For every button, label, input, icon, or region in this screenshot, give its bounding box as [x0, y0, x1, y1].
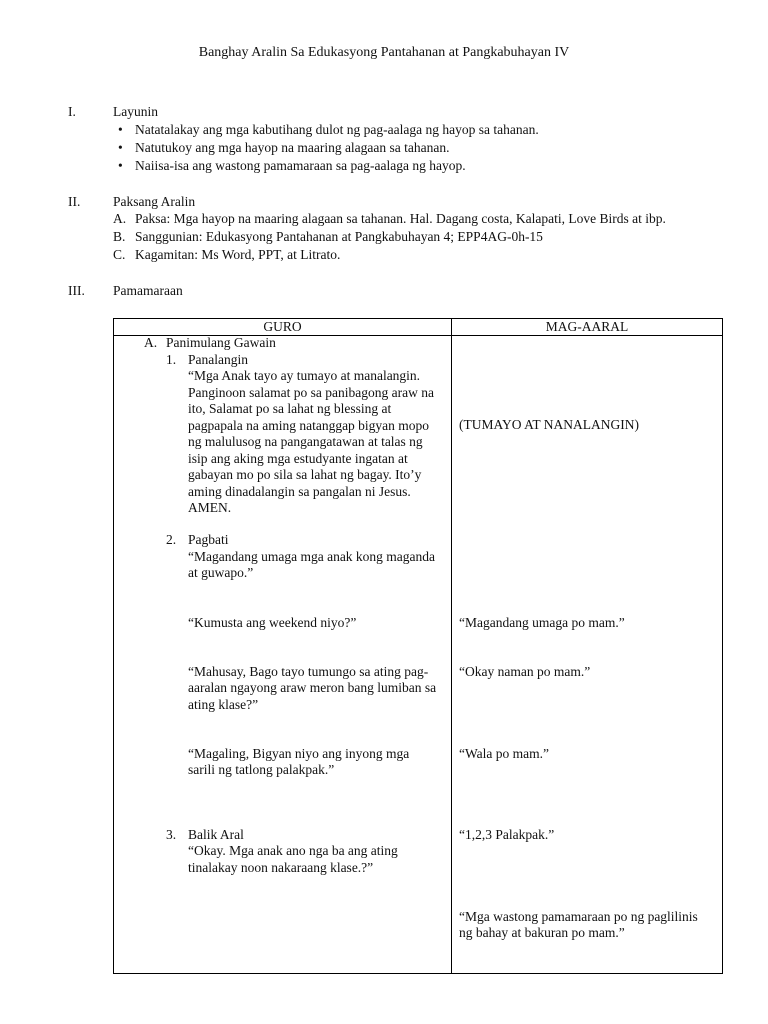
section-2-heading: Paksang Aralin: [113, 194, 196, 209]
prayer-line-6: isip ang aking mga estudyante ingatan at: [188, 451, 408, 466]
part-a-title: Panimulang Gawain: [166, 335, 276, 350]
section-3-heading: Pamamaraan: [113, 283, 183, 298]
table-column-divider: [451, 319, 452, 973]
item-a-text: Paksa: Mga hayop na maaring alagaan sa tahanan. Hal. Dagang costa, Kalapati, Love Birds at ibp.: [135, 211, 666, 226]
item-c-text: Kagamitan: Ms Word, PPT, at Litrato.: [135, 247, 341, 262]
header-mag-aaral: MAG-AARAL: [545, 319, 629, 334]
item-b-label: B.: [113, 229, 126, 244]
mag-wastong-line-2: ng bahay at bakuran po mam.”: [459, 925, 625, 940]
mag-palakpak: “1,2,3 Palakpak.”: [459, 827, 555, 842]
section-2-number: II.: [68, 194, 81, 209]
step-2-title: Pagbati: [188, 532, 229, 547]
mag-tumayo: (TUMAYO AT NANALANGIN): [459, 417, 639, 432]
mag-okay: “Okay naman po mam.”: [459, 664, 591, 679]
procedure-table: [113, 318, 723, 974]
step-2-number: 2.: [166, 532, 177, 547]
objective-1: Natatalakay ang mga kabutihang dulot ng pag-aalaga ng hayop sa tahanan.: [135, 122, 539, 137]
mag-wastong-line-1: “Mga wastong pamamaraan po ng paglilinis: [459, 909, 698, 924]
section-3-number: III.: [68, 283, 85, 298]
guro-mahusay-line-3: ating klase?”: [188, 697, 259, 712]
step-1-number: 1.: [166, 352, 177, 367]
review-line-1: “Okay. Mga anak ano nga ba ang ating: [188, 843, 398, 858]
guro-mahusay-line-1: “Mahusay, Bago tayo tumungo sa ating pag-: [188, 664, 429, 679]
step-3-number: 3.: [166, 827, 177, 842]
prayer-line-2: Panginoon salamat po sa panibagong araw na: [188, 385, 434, 400]
section-1-number: I.: [68, 104, 76, 119]
item-c-label: C.: [113, 247, 126, 262]
prayer-line-1: “Mga Anak tayo ay tumayo at manalangin.: [188, 368, 421, 383]
objective-3: Naiisa-isa ang wastong pamamaraan sa pag-aalaga ng hayop.: [135, 158, 466, 173]
bullet-icon: •: [118, 140, 123, 155]
prayer-line-9: AMEN.: [188, 500, 232, 515]
document-title: Banghay Aralin Sa Edukasyong Pantahanan at Pangkabuhayan IV: [198, 45, 570, 60]
guro-magaling-line-2: sarili ng tatlong palakpak.”: [188, 762, 335, 777]
prayer-line-3: ito, Salamat po sa lahat ng blessing at: [188, 401, 392, 416]
bullet-icon: •: [118, 158, 123, 173]
header-guro: GURO: [263, 319, 302, 334]
prayer-line-5: ng malulusog na pangangatawan at talas ng: [188, 434, 423, 449]
bullet-icon: •: [118, 122, 123, 137]
section-1-heading: Layunin: [113, 104, 158, 119]
mag-magandang-umaga: “Magandang umaga po mam.”: [459, 615, 625, 630]
item-b-text: Sanggunian: Edukasyong Pantahanan at Pangkabuhayan 4; EPP4AG-0h-15: [135, 229, 543, 244]
prayer-line-7: gabayan mo po sila sa lahat ng bagay. Ito’y: [188, 467, 422, 482]
prayer-line-4: pagpapala na aming natanggap bigyan mopo: [188, 418, 430, 433]
step-1-title: Panalangin: [188, 352, 248, 367]
greeting-line-2: at guwapo.”: [188, 565, 254, 580]
mag-wala: “Wala po mam.”: [459, 746, 549, 761]
guro-mahusay-line-2: aaralan ngayong araw meron bang lumiban sa: [188, 680, 437, 695]
step-3-title: Balik Aral: [188, 827, 244, 842]
objective-2: Natutukoy ang mga hayop na maaring alagaan sa tahanan.: [135, 140, 450, 155]
item-a-label: A.: [113, 211, 127, 226]
guro-kumusta: “Kumusta ang weekend niyo?”: [188, 615, 357, 630]
review-line-2: tinalakay noon nakaraang klase.?”: [188, 860, 374, 875]
part-a-label: A.: [144, 335, 158, 350]
prayer-line-8: aming dinadalangin sa pangalan ni Jesus.: [188, 484, 411, 499]
guro-magaling-line-1: “Magaling, Bigyan niyo ang inyong mga: [188, 746, 410, 761]
greeting-line-1: “Magandang umaga mga anak kong maganda: [188, 549, 436, 564]
